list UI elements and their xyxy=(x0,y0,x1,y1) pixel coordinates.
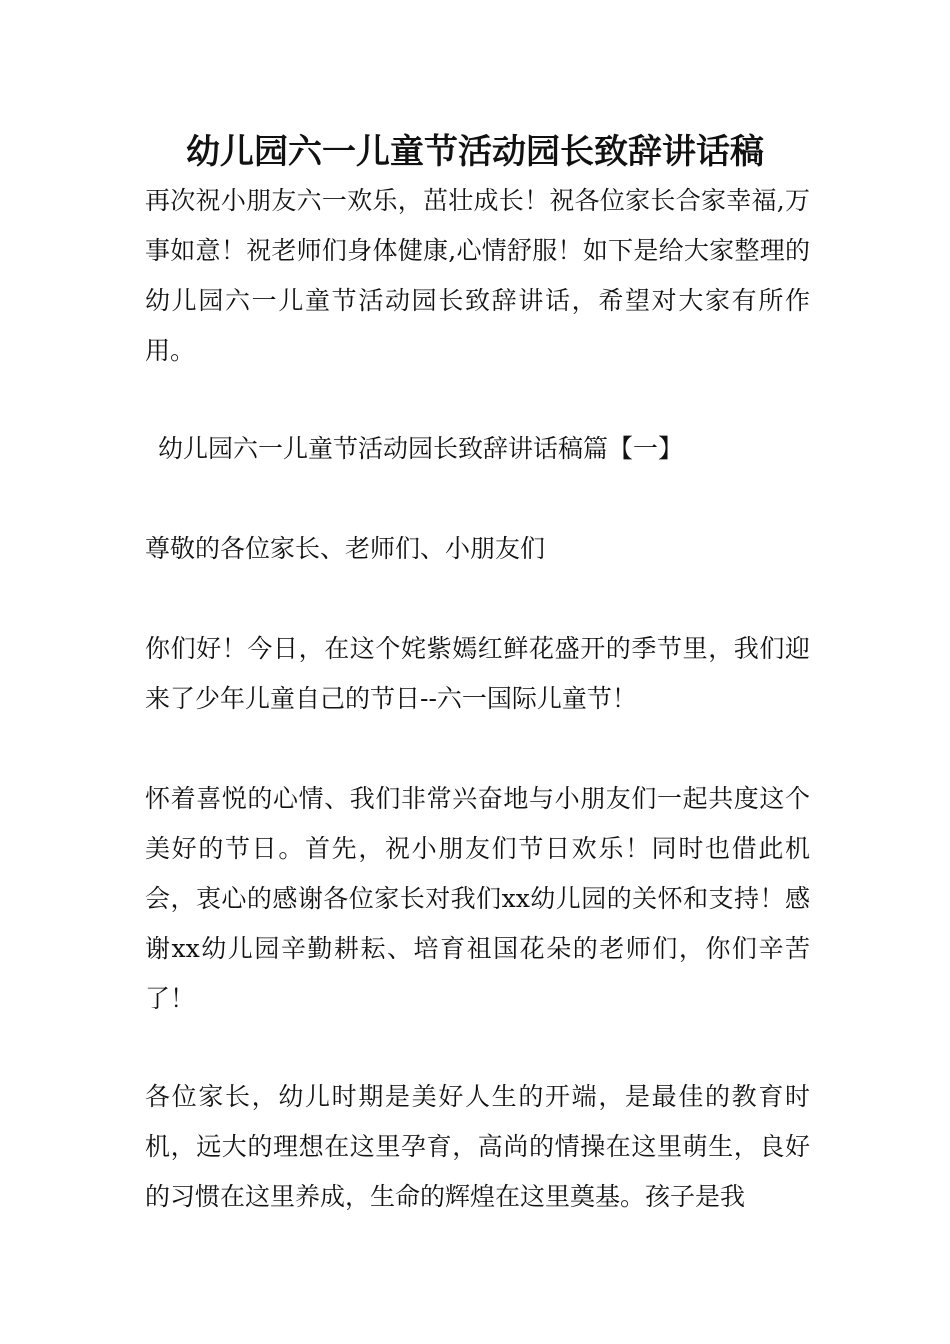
document-title: 幼儿园六一儿童节活动园长致辞讲话稿 xyxy=(186,132,764,172)
greeting-paragraph: 尊敬的各位家长、老师们、小朋友们 xyxy=(145,534,546,563)
parents-paragraph: 各位家长，幼儿时期是美好人生的开端，是最佳的教育时机，远大的理想在这里孕育，高尚的情操在这里萌生，良好的习惯在这里养成，生命的辉煌在这里奠基。孩子是我 xyxy=(145,1082,810,1211)
hello-paragraph: 你们好！今日，在这个姹紫嫣红鲜花盛开的季节里，我们迎来了少年儿童自己的节日--六一国际儿童节！ xyxy=(145,634,810,713)
feeling-paragraph: 怀着喜悦的心情、我们非常兴奋地与小朋友们一起共度这个美好的节日。首先，祝小朋友们节日欢乐！同时也借此机会，衷心的感谢各位家长对我们xx幼儿园的关怀和支持！感谢xx幼儿园辛勤耕耘、培育祖国花朵的老师们，你们辛苦了！ xyxy=(145,784,810,1013)
section-heading: 幼儿园六一儿童节活动园长致辞讲话稿篇【一】 xyxy=(158,434,684,463)
intro-paragraph: 再次祝小朋友六一欢乐，茁壮成长！祝各位家长合家幸福,万事如意！祝老师们身体健康,心情舒服！如下是给大家整理的幼儿园六一儿童节活动园长致辞讲话，希望对大家有所作用。 xyxy=(145,186,810,365)
